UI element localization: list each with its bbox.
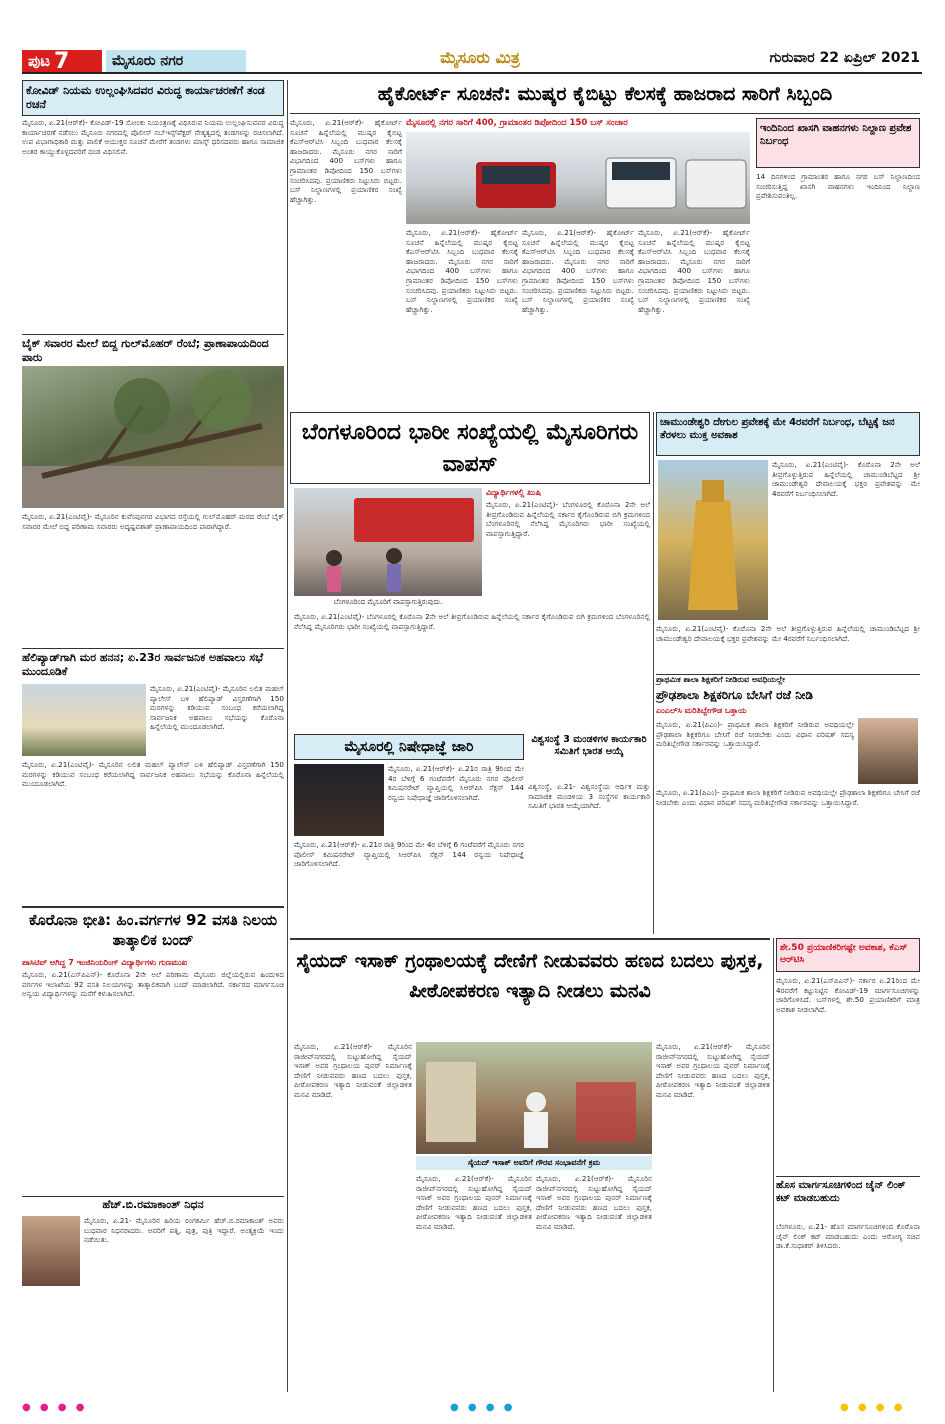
bengaluru-side-body: ಮೈಸೂರು, ಏ.21(ಎಂಟಿವೈ)- ಬೆಂಗಳೂರಲ್ಲಿ ಕೊರೊನಾ 2ನೇ ಅಲೆ ತೀವ್ರಗೊಂಡಿರುವ ಹಿನ್ನೆಲೆಯಲ್ಲಿ ಸರ್ಕಾರ ಕೈಗೊಂಡಿರುವ ಬಿಗಿ ಕ್ರಮಗಳಿಂದ ಬೆಂಗಳೂರಿನಲ್ಲಿ ನೆಲೆಸಿದ್ದ ಮೈಸೂರಿಗರು ಭಾರೀ ಸಂಖ್ಯೆಯಲ್ಲಿ ವಾಪಸ್ಸಾಗುತ್ತಿದ್ದಾರೆ. [486, 500, 650, 538]
teachers-body-side: ಮೈಸೂರು, ಏ.21(ಪಿಎಂ)- ಪ್ರಾಥಮಿಕ ಶಾಲಾ ಶಿಕ್ಷಕರಿಗೆ ನೀಡಿರುವ ಅವಧಿಯಲ್ಲೇ ಪ್ರೌಢಶಾಲಾ ಶಿಕ್ಷಕರಿಗೂ ಬೇಸಿಗೆ ರಜೆ ನೀಡಬೇಕು ಎಂದು ವಿಧಾನ ಪರಿಷತ್ ಸದಸ್ಯ ಮರಿತಿಬ್ಬೇಗೌಡ ಸರ್ಕಾರವನ್ನು ಒತ್ತಾಯಿಸಿದ್ದಾರೆ. [656, 720, 854, 749]
un-body: ವಿಶ್ವಸಂಸ್ಥೆ, ಏ.21- ವಿಶ್ವಸಂಸ್ಥೆಯ ಆರ್ಥಿಕ ಮತ್ತು ಸಾಮಾಜಿಕ ಮಂಡಳಿಯ 3 ಸಂಸ್ಥೆಗಳ ಕಾರ್ಯಕಾರಿ ಸಮಿತಿಗೆ ಭಾರತ ಆಯ್ಕೆಯಾಗಿದೆ. [528, 782, 650, 811]
column-rule-left [287, 80, 288, 1392]
curfew-body: ಮೈಸೂರು, ಏ.21(ಆರ್‌ಕೆ)- ಏ.21ರ ರಾತ್ರಿ 9ರಿಂದ ಮೇ 4ರ ಬೆಳಿಗ್ಗೆ 6 ಗಂಟೆವರೆಗೆ ಮೈಸೂರು ನಗರ ಪೊಲೀಸ್ ಕಮಿಷನರೇಟ್ ವ್ಯಾಪ್ತಿಯಲ್ಲಿ ಸಿಆರ್‌ಪಿಸಿ ಸೆಕ್ಷನ್ 144 ರನ್ವಯ ನಿಷೇಧಾಜ್ಞೆ ಜಾರಿಗೊಳಿಸಲಾಗಿದೆ. [294, 840, 524, 869]
fare-headline: ಶೇ.50 ಪ್ರಯಾಣಿಕರಿಗಷ್ಟೇ ಅವಕಾಶ, ಕೆಎಸ್ ಆರ್‌ಟಿಸಿ [780, 943, 908, 965]
library-photo-caption: ಸೈಯದ್ ಇಸಾಕ್ ಅವರಿಗೆ ಗೌರವ ಸಂಭಾವನೆಗೆ ಕ್ರಮ [467, 1158, 601, 1167]
curfew-headline: ಮೈಸೂರಲ್ಲಿ ನಿಷೇಧಾಜ್ಞೆ ಜಾರಿ [344, 739, 474, 755]
bengaluru-body: ಮೈಸೂರು, ಏ.21(ಎಂಟಿವೈ)- ಬೆಂಗಳೂರಲ್ಲಿ ಕೊರೊನಾ 2ನೇ ಅಲೆ ತೀವ್ರಗೊಂಡಿರುವ ಹಿನ್ನೆಲೆಯಲ್ಲಿ ಸರ್ಕಾರ ಕೈಗೊಂಡಿರುವ ಬಿಗಿ ಕ್ರಮಗಳಿಂದ ಬೆಂಗಳೂರಿನಲ್ಲಿ ನೆಲೆಸಿದ್ದ ಮೈಸೂರಿಗರು ಭಾರೀ ಸಂಖ್ಯೆಯಲ್ಲಿ ವಾಪಸ್ಸಾಗುತ್ತಿದ್ದಾರೆ. [294, 612, 650, 631]
teachers-headline: ಪ್ರೌಢಶಾಲಾ ಶಿಕ್ಷಕರಿಗೂ ಬೇಸಿಗೆ ರಜೆ ನೀಡಿ [656, 688, 813, 702]
chain-link-body: ಬೆಂಗಳೂರು, ಏ.21- ಹೊಸ ಮಾರ್ಗಸೂಚಿಗಳಿಂದ ಕೊರೊನಾ ಚೈನ್ ಲಿಂಕ್ ಕಟ್ ಮಾಡಬಹುದು ಎಂದು ಆರೋಗ್ಯ ಸಚಿವ ಡಾ.ಕೆ.ಸುಧಾಕರ್ ತಿಳಿಸಿದರು. [776, 1222, 920, 1251]
library-body-col1: ಮೈಸೂರು, ಏ.21(ಆರ್‌ಕೆ)- ಮೈಸೂರಿನ ರಾಜೀವ್‌ನಗರದಲ್ಲಿ ಸುಟ್ಟುಹೋಗಿದ್ದ ಸೈಯದ್ ಇಸಾಕ್ ಅವರ ಗ್ರಂಥಾಲಯ ಪುನರ್ ನಿರ್ಮಾಣಕ್ಕೆ ದೇಣಿಗೆ ನೀಡುವವರು ಹಣದ ಬದಲು ಪುಸ್ತಕ, ಪೀಠೋಪಕರಣ ಇತ್ಯಾದಿ ನೀಡುವಂತೆ ಜಿಲ್ಲಾಡಳಿತ ಮನವಿ ಮಾಡಿದೆ. [294, 1042, 412, 1099]
helipad-body-side: ಮೈಸೂರು, ಏ.21(ಎಂಟಿವೈ)- ಮೈಸೂರಿನ ಲಲಿತ ಮಹಲ್ ಪ್ಯಾಲೇಸ್ ಬಳಿ ಹೆಲಿಪ್ಯಾಡ್ ವಿಸ್ತರಣೆಗಾಗಿ 150 ಮರಗಳನ್ನು ಕಡಿಯುವ ಸಂಬಂಧ ಕರೆಯಲಾಗಿದ್ದ ಸಾರ್ವಜನಿಕ ಅಹವಾಲು ಸಭೆಯನ್ನು ಕೊರೊನಾ ಹಿನ್ನೆಲೆಯಲ್ಲಿ ಮುಂದೂಡಲಾಗಿದೆ. [150, 684, 284, 732]
chamundi-headline: ಚಾಮುಂಡೇಶ್ವರಿ ದೇಗುಲ ಪ್ರವೇಶಕ್ಕೆ ಮೇ 4ರವರೆಗೆ ನಿರ್ಬಂಧ, ಬೆಟ್ಟಕ್ಕೆ ಜನ ತೆರಳಲು ಮುಕ್ತ ಅವಕಾಶ [660, 417, 895, 441]
bengaluru-return-photo [294, 488, 482, 596]
page-label: ಪುಟ [28, 52, 51, 70]
library-caption-box [416, 1156, 652, 1170]
chamundi-body-side: ಮೈಸೂರು, ಏ.21(ಎಂಟಿವೈ)- ಕೊರೊನಾ 2ನೇ ಅಲೆ ತೀವ್ರಗೊಳ್ಳುತ್ತಿರುವ ಹಿನ್ನೆಲೆಯಲ್ಲಿ ಚಾಮುಂಡಿಬೆಟ್ಟದ ಶ್ರೀ ಚಾಮುಂಡೇಶ್ವರಿ ದೇವಾಲಯಕ್ಕೆ ಭಕ್ತರ ಪ್ರವೇಶವನ್ನು ಮೇ 4ರವರೆಗೆ ನಿರ್ಬಂಧಿಸಲಾಗಿದೆ. [772, 460, 920, 498]
fare-body: ಮೈಸೂರು, ಏ.21(ಎಸ್‌ಪಿಎನ್)- ಸರ್ಕಾರ ಏ.21ರಿಂದ ಮೇ 4ರವರೆಗೆ ಕಟ್ಟುನಿಟ್ಟಿನ ಕೋವಿಡ್-19 ಮಾರ್ಗಸೂಚಿಗಳನ್ನು ಜಾರಿಗೊಳಿಸಿದೆ. ಬಸ್‌ಗಳಲ್ಲಿ ಶೇ.50 ಪ್ರಯಾಣಿಕರಿಗೆ ಮಾತ್ರ ಅವಕಾಶ ನೀಡಲಾಗಿದೆ. [776, 976, 920, 1014]
mlc-photo [858, 718, 918, 784]
buses-illustration [406, 132, 750, 224]
library-body-col4: ಮೈಸೂರು, ಏ.21(ಆರ್‌ಕೆ)- ಮೈಸೂರಿನ ರಾಜೀವ್‌ನಗರದಲ್ಲಿ ಸುಟ್ಟುಹೋಗಿದ್ದ ಸೈಯದ್ ಇಸಾಕ್ ಅವರ ಗ್ರಂಥಾಲಯ ಪುನರ್ ನಿರ್ಮಾಣಕ್ಕೆ ದೇಣಿಗೆ ನೀಡುವವರು ಹಣದ ಬದಲು ಪುಸ್ತಕ, ಪೀಠೋಪಕರಣ ಇತ್ಯಾದಿ ನೀಡುವಂತೆ ಜಿಲ್ಲಾಡಳಿತ ಮನವಿ ಮಾಡಿದೆ. [656, 1042, 770, 1099]
bengaluru-headline: ಬೆಂಗಳೂರಿಂದ ಭಾರೀ ಸಂಖ್ಯೆಯಲ್ಲಿ ಮೈಸೂರಿಗರು ವಾಪಸ್ [301, 420, 639, 477]
un-headline: ವಿಶ್ವಸಂಸ್ಥೆ 3 ಮಂಡಳಿಗಳ ಕಾರ್ಯಕಾರಿ ಸಮಿತಿಗೆ ಭಾರತ ಆಯ್ಕೆ [531, 734, 647, 757]
temple-gopura-illustration [658, 460, 768, 620]
bus-strike-photo-caption: ಮೈಸೂರಲ್ಲಿ ನಗರ ಸಾರಿಗೆ 400, ಗ್ರಾಮಾಂತರ ಡಿಪೋದಿಂದ 150 ಬಸ್ ಸಂಚಾರ [406, 118, 628, 128]
crowd-illustration [294, 488, 482, 596]
obituary-body: ಮೈಸೂರು, ಏ.21- ಮೈಸೂರಿನ ಹಿರಿಯ ರಂಗಕರ್ಮಿ ಹೆಚ್.ಬಿ.ರಮಾಕಾಂತ್ ಅವರು ಬುಧವಾರ ನಿಧನರಾದರು. ಅವರಿಗೆ ಪತ್ನಿ, ಪುತ್ರ, ಪುತ್ರಿ ಇದ್ದಾರೆ. ಅಂತ್ಯಕ್ರಿಯೆ ಇಂದು ನಡೆಯಿತು. [84, 1216, 284, 1245]
bus-strike-body-col4: ಮೈಸೂರು, ಏ.21(ಆರ್‌ಕೆ)- ಹೈಕೋರ್ಟ್ ಸೂಚನೆ ಹಿನ್ನೆಲೆಯಲ್ಲಿ ಮುಷ್ಕರ ಕೈಬಿಟ್ಟ ಕೆಎಸ್‌ಆರ್‌ಟಿಸಿ ಸಿಬ್ಬಂದಿ ಬುಧವಾರ ಕೆಲಸಕ್ಕೆ ಹಾಜರಾದರು. ಮೈಸೂರು ನಗರ ಸಾರಿಗೆ ವಿಭಾಗದಿಂದ 400 ಬಸ್‌ಗಳು ಹಾಗೂ ಗ್ರಾಮಾಂತರ ಡಿಪೋದಿಂದ 150 ಬಸ್‌ಗಳು ಸಂಚರಿಸಿದವು. ಪ್ರಯಾಣಿಕರು ನಿಟ್ಟುಸಿರು ಬಿಟ್ಟರು. ಬಸ್ ನಿಲ್ದಾಣಗಳಲ್ಲಿ ಪ್ರಯಾಣಿಕರ ಸಂಖ್ಯೆ ಹೆಚ್ಚಾಗಿತ್ತು. [638, 228, 750, 314]
tree-fall-headline-box [22, 334, 284, 364]
masthead: ಮೈಸೂರು ಮಿತ್ರ [440, 48, 520, 67]
hostels-subhead: ಪಾಸಿಟಿವ್ ಆಗಿದ್ದ 7 ಇಂಜಿನಿಯರಿಂಗ್ ವಿದ್ಯಾರ್ಥಿಗಳು ಗುಣಮುಖ [22, 958, 188, 967]
bus-strike-caption-box [406, 118, 750, 132]
issue-date: ಗುರುವಾರ 22 ಏಪ್ರಿಲ್ 2021 [769, 50, 920, 66]
registration-dots-center: ● ● ● ● [450, 1402, 516, 1413]
library-body-col3: ಮೈಸೂರು, ಏ.21(ಆರ್‌ಕೆ)- ಮೈಸೂರಿನ ರಾಜೀವ್‌ನಗರದಲ್ಲಿ ಸುಟ್ಟುಹೋಗಿದ್ದ ಸೈಯದ್ ಇಸಾಕ್ ಅವರ ಗ್ರಂಥಾಲಯ ಪುನರ್ ನಿರ್ಮಾಣಕ್ಕೆ ದೇಣಿಗೆ ನೀಡುವವರು ಹಣದ ಬದಲು ಪುಸ್ತಕ, ಪೀಠೋಪಕರಣ ಇತ್ಯಾದಿ ನೀಡುವಂತೆ ಜಿಲ್ಲಾಡಳಿತ ಮನವಿ ಮಾಡಿದೆ. [536, 1174, 652, 1231]
bengaluru-photo-caption: ಬೆಂಗಳೂರಿಂದ ಮೈಸೂರಿಗೆ ವಾಪಸ್ಸಾಗುತ್ತಿರುವುದು. [294, 598, 482, 607]
library-headline-box [290, 938, 770, 1038]
teachers-body: ಮೈಸೂರು, ಏ.21(ಪಿಎಂ)- ಪ್ರಾಥಮಿಕ ಶಾಲಾ ಶಿಕ್ಷಕರಿಗೆ ನೀಡಿರುವ ಅವಧಿಯಲ್ಲೇ ಪ್ರೌಢಶಾಲಾ ಶಿಕ್ಷಕರಿಗೂ ಬೇಸಿಗೆ ರಜೆ ನೀಡಬೇಕು ಎಂದು ವಿಧಾನ ಪರಿಷತ್ ಸದಸ್ಯ ಮರಿತಿಬ್ಬೇಗೌಡ ಸರ್ಕಾರವನ್ನು ಒತ್ತಾಯಿಸಿದ್ದಾರೆ. [656, 788, 920, 807]
un-headline-box [528, 734, 650, 780]
bus-strike-headline-box [290, 76, 920, 114]
hostels-body: ಮೈಸೂರು, ಏ.21(ಎಸ್‌ಪಿಎನ್)- ಕೊರೊನಾ 2ನೇ ಅಲೆ ಪರಿಣಾಮ ಮೈಸೂರು ಜಿಲ್ಲೆಯಲ್ಲಿರುವ ಹಿಂದುಳಿದ ವರ್ಗಗಳ ಇಲಾಖೆಯ 92 ವಸತಿ ನಿಲಯಗಳನ್ನು ತಾತ್ಕಾಲಿಕವಾಗಿ ಬಂದ್ ಮಾಡಲಾಗಿದೆ. ಸರ್ಕಾರದ ಮಾರ್ಗಸೂಚಿ ಅನ್ವಯ ವಿದ್ಯಾರ್ಥಿಗಳನ್ನು ಮನೆಗೆ ಕಳುಹಿಸಲಾಗಿದೆ. [22, 970, 284, 999]
helipad-headline-box [22, 648, 284, 680]
teachers-kicker-box [656, 674, 920, 686]
private-vehicles-headline-box [756, 118, 920, 168]
library-body-col2: ಮೈಸೂರು, ಏ.21(ಆರ್‌ಕೆ)- ಮೈಸೂರಿನ ರಾಜೀವ್‌ನಗರದಲ್ಲಿ ಸುಟ್ಟುಹೋಗಿದ್ದ ಸೈಯದ್ ಇಸಾಕ್ ಅವರ ಗ್ರಂಥಾಲಯ ಪುನರ್ ನಿರ್ಮಾಣಕ್ಕೆ ದೇಣಿಗೆ ನೀಡುವವರು ಹಣದ ಬದಲು ಪುಸ್ತಕ, ಪೀಠೋಪಕರಣ ಇತ್ಯಾದಿ ನೀಡುವಂತೆ ಜಿಲ್ಲಾಡಳಿತ ಮನವಿ ಮಾಡಿದೆ. [416, 1174, 532, 1231]
registration-dots-right: ● ● ● ● [840, 1402, 906, 1413]
column-rule-far-right [773, 938, 774, 1392]
teachers-kicker: ಪ್ರಾಥಮಿಕ ಶಾಲಾ ಶಿಕ್ಷಕರಿಗೆ ನೀಡಿರುವ ಅವಧಿಯಲ್ಲೇ [656, 675, 785, 684]
private-vehicles-headline: ಇಂದಿನಿಂದ ಖಾಸಗಿ ವಾಹನಗಳು ನಿಲ್ದಾಣ ಪ್ರವೇಶ ನಿರ್ಬಂಧ [760, 123, 912, 147]
page-badge [22, 50, 102, 72]
chamundi-headline-box [656, 412, 920, 456]
obituary-photo [22, 1216, 80, 1286]
fare-headline-box [776, 938, 920, 972]
tree-fall-body: ಮೈಸೂರು, ಏ.21(ಎಂಟಿವೈ)- ಮೈಸೂರಿನ ಕುವೆಂಪುನಗರ ವಿಭಾಗದ ರಸ್ತೆಯಲ್ಲಿ ಗುಲ್‌ಮೊಹರ್ ಮರದ ರೆಂಬೆ ಬೈಕ್ ಸವಾರರ ಮೇಲೆ ಬಿದ್ದ ಪರಿಣಾಮ ಸವಾರರು ಅದೃಷ್ಟವಶಾತ್ ಪ್ರಾಣಾಪಾಯದಿಂದ ಪಾರಾಗಿದ್ದಾರೆ. [22, 512, 284, 531]
helipad-headline: ಹೆಲಿಪ್ಯಾಡ್‌ಗಾಗಿ ಮರ ಹನನ; ಏ.23ರ ಸಾರ್ವಜನಿಕ ಅಹವಾಲು ಸಭೆ ಮುಂದೂಡಿಕೆ [22, 651, 264, 678]
tree-fall-illustration [22, 366, 284, 508]
library-photo [416, 1042, 652, 1154]
curfew-headline-box [294, 734, 524, 760]
tree-fall-photo [22, 366, 284, 508]
bus-strike-body-col3: ಮೈಸೂರು, ಏ.21(ಆರ್‌ಕೆ)- ಹೈಕೋರ್ಟ್ ಸೂಚನೆ ಹಿನ್ನೆಲೆಯಲ್ಲಿ ಮುಷ್ಕರ ಕೈಬಿಟ್ಟ ಕೆಎಸ್‌ಆರ್‌ಟಿಸಿ ಸಿಬ್ಬಂದಿ ಬುಧವಾರ ಕೆಲಸಕ್ಕೆ ಹಾಜರಾದರು. ಮೈಸೂರು ನಗರ ಸಾರಿಗೆ ವಿಭಾಗದಿಂದ 400 ಬಸ್‌ಗಳು ಹಾಗೂ ಗ್ರಾಮಾಂತರ ಡಿಪೋದಿಂದ 150 ಬಸ್‌ಗಳು ಸಂಚರಿಸಿದವು. ಪ್ರಯಾಣಿಕರು ನಿಟ್ಟುಸಿರು ಬಿಟ್ಟರು. ಬಸ್ ನಿಲ್ದಾಣಗಳಲ್ಲಿ ಪ್ರಯಾಣಿಕರ ಸಂಖ್ಯೆ ಹೆಚ್ಚಾಗಿತ್ತು. [522, 228, 634, 314]
lalitha-mahal-photo [22, 684, 146, 756]
private-vehicles-body: 14 ದಿನಗಳಿಂದ ಗ್ರಾಮಾಂತರ ಹಾಗೂ ನಗರ ಬಸ್ ನಿಲ್ದಾಣದಿಂದ ಸಂಚರಿಸುತ್ತಿದ್ದ ಖಾಸಗಿ ವಾಹನಗಳು ಇಂದಿನಿಂದ ನಿಲ್ದಾಣ ಪ್ರವೇಶಿಸುವಂತಿಲ್ಲ. [756, 172, 920, 201]
teachers-byline: ಎಂಎಲ್‌ಸಿ ಮರಿತಿಬ್ಬೇಗೌಡ ಒತ್ತಾಯ [656, 706, 747, 715]
covid-rules-headline-box [22, 80, 284, 116]
obituary-headline-box [22, 1196, 284, 1214]
page-number: 7 [54, 48, 70, 74]
chain-link-headline-box [776, 1176, 920, 1220]
bus-station-photo [406, 132, 750, 224]
bus-strike-body-col2: ಮೈಸೂರು, ಏ.21(ಆರ್‌ಕೆ)- ಹೈಕೋರ್ಟ್ ಸೂಚನೆ ಹಿನ್ನೆಲೆಯಲ್ಲಿ ಮುಷ್ಕರ ಕೈಬಿಟ್ಟ ಕೆಎಸ್‌ಆರ್‌ಟಿಸಿ ಸಿಬ್ಬಂದಿ ಬುಧವಾರ ಕೆಲಸಕ್ಕೆ ಹಾಜರಾದರು. ಮೈಸೂರು ನಗರ ಸಾರಿಗೆ ವಿಭಾಗದಿಂದ 400 ಬಸ್‌ಗಳು ಹಾಗೂ ಗ್ರಾಮಾಂತರ ಡಿಪೋದಿಂದ 150 ಬಸ್‌ಗಳು ಸಂಚರಿಸಿದವು. ಪ್ರಯಾಣಿಕರು ನಿಟ್ಟುಸಿರು ಬಿಟ್ಟರು. ಬಸ್ ನಿಲ್ದಾಣಗಳಲ್ಲಿ ಪ್ರಯಾಣಿಕರ ಸಂಖ್ಯೆ ಹೆಚ್ಚಾಗಿತ್ತು. [406, 228, 518, 314]
chamundi-body: ಮೈಸೂರು, ಏ.21(ಎಂಟಿವೈ)- ಕೊರೊನಾ 2ನೇ ಅಲೆ ತೀವ್ರಗೊಳ್ಳುತ್ತಿರುವ ಹಿನ್ನೆಲೆಯಲ್ಲಿ ಚಾಮುಂಡಿಬೆಟ್ಟದ ಶ್ರೀ ಚಾಮುಂಡೇಶ್ವರಿ ದೇವಾಲಯಕ್ಕೆ ಭಕ್ತರ ಪ್ರವೇಶವನ್ನು ಮೇ 4ರವರೆಗೆ ನಿರ್ಬಂಧಿಸಲಾಗಿದೆ. [656, 624, 920, 643]
tree-fall-headline: ಬೈಕ್ ಸವಾರರ ಮೇಲೆ ಬಿದ್ದ ಗುಲ್‌ಮೊಹರ್ ರೆಂಬೆ; ಪ್ರಾಣಾಪಾಯದಿಂದ ಪಾರು [22, 337, 269, 364]
bus-strike-headline: ಹೈಕೋರ್ಟ್ ಸೂಚನೆ: ಮುಷ್ಕರ ಕೈಬಿಟ್ಟು ಕೆಲಸಕ್ಕೆ ಹಾಜರಾದ ಸಾರಿಗೆ ಸಿಬ್ಬಂದಿ [377, 83, 833, 105]
bengaluru-headline-box [290, 412, 650, 484]
chain-link-headline: ಹೊಸ ಮಾರ್ಗಸೂಚಿಗಳಿಂದ ಚೈನ್ ಲಿಂಕ್ ಕಟ್ ಮಾಡಬಹುದು [776, 1180, 906, 1204]
obituary-headline: ಹೆಚ್.ಬಿ.ರಮಾಕಾಂತ್ ನಿಧನ [102, 1198, 204, 1211]
library-illustration [416, 1042, 652, 1154]
bengaluru-side-note: ವಿದ್ಯಾರ್ಥಿಗಳಲ್ಲಿ ಖುಷಿ [486, 488, 541, 497]
section-name: ಮೈಸೂರು ನಗರ [106, 50, 246, 72]
helipad-body: ಮೈಸೂರು, ಏ.21(ಎಂಟಿವೈ)- ಮೈಸೂರಿನ ಲಲಿತ ಮಹಲ್ ಪ್ಯಾಲೇಸ್ ಬಳಿ ಹೆಲಿಪ್ಯಾಡ್ ವಿಸ್ತರಣೆಗಾಗಿ 150 ಮರಗಳನ್ನು ಕಡಿಯುವ ಸಂಬಂಧ ಕರೆಯಲಾಗಿದ್ದ ಸಾರ್ವಜನಿಕ ಅಹವಾಲು ಸಭೆಯನ್ನು ಕೊರೊನಾ ಹಿನ್ನೆಲೆಯಲ್ಲಿ ಮುಂದೂಡಲಾಗಿದೆ. [22, 760, 284, 789]
covid-rules-body: ಮೈಸೂರು, ಏ.21(ಆರ್‌ಕೆ)- ಕೋವಿಡ್-19 ಸೋಂಕು ನಿಯಂತ್ರಣಕ್ಕೆ ವಿಧಿಸಿರುವ ನಿಯಮ ಉಲ್ಲಂಘಿಸುವವರ ವಿರುದ್ಧ ಕಾರ್ಯಾಚರಣೆ ನಡೆಸಲು ಮೈಸೂರು ನಗರದಲ್ಲಿ ಪೊಲೀಸ್ ಸಬ್‌ಇನ್ಸ್‌ಪೆಕ್ಟರ್ ನೇತೃತ್ವದಲ್ಲಿ ತಂಡಗಳನ್ನು ರಚಿಸಲಾಗಿದೆ. ಉಪ ವಿಭಾಗಾಧಿಕಾರಿ ಮತ್ತು ಪಾಲಿಕೆ ಆಯುಕ್ತರ ಸೂಚನೆ ಮೇರೆಗೆ ತಂಡಗಳು ಮಾಸ್ಕ್ ಧರಿಸದವರು ಹಾಗೂ ಸಾಮಾಜಿಕ ಅಂತರ ಕಾಯ್ದುಕೊಳ್ಳದವರಿಗೆ ದಂಡ ವಿಧಿಸಲಿವೆ. [22, 118, 284, 156]
hostels-headline-box [22, 906, 284, 958]
night-street-photo [294, 764, 384, 836]
registration-dots-left: ● ● ● ● [22, 1402, 88, 1413]
curfew-body-side: ಮೈಸೂರು, ಏ.21(ಆರ್‌ಕೆ)- ಏ.21ರ ರಾತ್ರಿ 9ರಿಂದ ಮೇ 4ರ ಬೆಳಿಗ್ಗೆ 6 ಗಂಟೆವರೆಗೆ ಮೈಸೂರು ನಗರ ಪೊಲೀಸ್ ಕಮಿಷನರೇಟ್ ವ್ಯಾಪ್ತಿಯಲ್ಲಿ ಸಿಆರ್‌ಪಿಸಿ ಸೆಕ್ಷನ್ 144 ರನ್ವಯ ನಿಷೇಧಾಜ್ಞೆ ಜಾರಿಗೊಳಿಸಲಾಗಿದೆ. [388, 764, 524, 802]
column-rule-right [653, 412, 654, 934]
chamundi-temple-photo [658, 460, 768, 620]
covid-rules-headline: ಕೋವಿಡ್ ನಿಯಮ ಉಲ್ಲಂಘಿಸಿದವರ ವಿರುದ್ಧ ಕಾರ್ಯಾಚರಣೆಗೆ ತಂಡ ರಚನೆ [26, 84, 265, 111]
library-headline: ಸೈಯದ್ ಇಸಾಕ್ ಗ್ರಂಥಾಲಯಕ್ಕೆ ದೇಣಿಗೆ ನೀಡುವವರು ಹಣದ ಬದಲು ಪುಸ್ತಕ, ಪೀಠೋಪಕರಣ ಇತ್ಯಾದಿ ನೀಡಲು ಮನವಿ [296, 950, 764, 1002]
bus-strike-body-col1: ಮೈಸೂರು, ಏ.21(ಆರ್‌ಕೆ)- ಹೈಕೋರ್ಟ್ ಸೂಚನೆ ಹಿನ್ನೆಲೆಯಲ್ಲಿ ಮುಷ್ಕರ ಕೈಬಿಟ್ಟ ಕೆಎಸ್‌ಆರ್‌ಟಿಸಿ ಸಿಬ್ಬಂದಿ ಬುಧವಾರ ಕೆಲಸಕ್ಕೆ ಹಾಜರಾದರು. ಮೈಸೂರು ನಗರ ಸಾರಿಗೆ ವಿಭಾಗದಿಂದ 400 ಬಸ್‌ಗಳು ಹಾಗೂ ಗ್ರಾಮಾಂತರ ಡಿಪೋದಿಂದ 150 ಬಸ್‌ಗಳು ಸಂಚರಿಸಿದವು. ಪ್ರಯಾಣಿಕರು ನಿಟ್ಟುಸಿರು ಬಿಟ್ಟರು. ಬಸ್ ನಿಲ್ದಾಣಗಳಲ್ಲಿ ಪ್ರಯಾಣಿಕರ ಸಂಖ್ಯೆ ಹೆಚ್ಚಾಗಿತ್ತು. [290, 118, 402, 204]
hostels-headline: ಕೊರೊನಾ ಭೀತಿ: ಹಿಂ.ವರ್ಗಗಳ 92 ವಸತಿ ನಿಲಯ ತಾತ್ಕಾಲಿಕ ಬಂದ್ [28, 911, 278, 949]
